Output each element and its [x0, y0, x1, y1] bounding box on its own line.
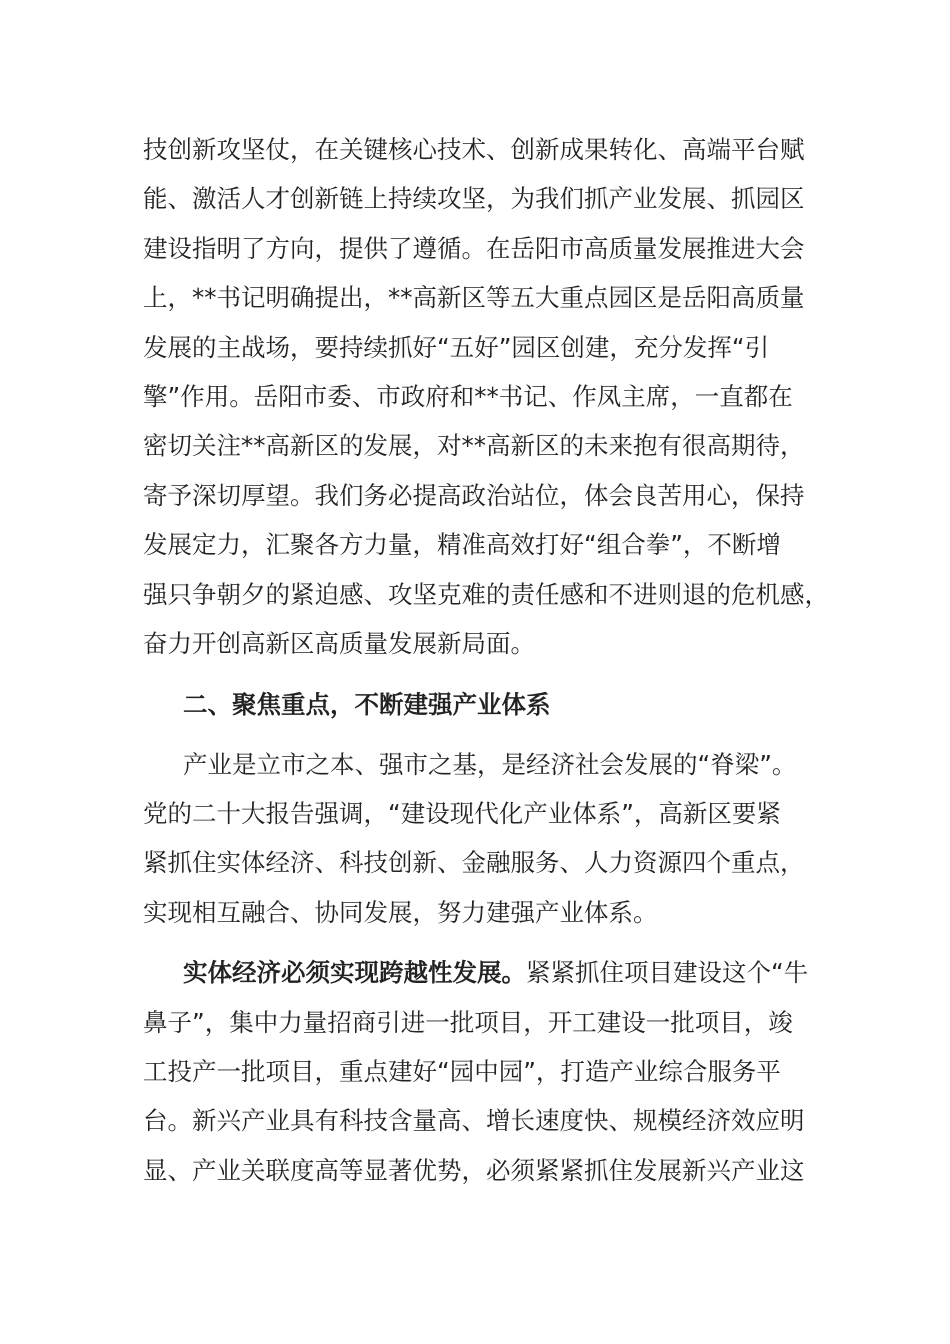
text-line: 擎”作用。岳阳市委、市政府和**书记、作凤主席，一直都在: [143, 381, 793, 411]
text-line: 紧抓住实体经济、科技创新、金融服务、人力资源四个重点，: [143, 848, 805, 878]
section-heading: [143, 680, 823, 729]
text-line: 上，**书记明确提出，**高新区等五大重点园区是岳阳高质量: [143, 283, 805, 313]
text-line: 工投产一批项目，重点建好“园中园”，打造产业综合服务平: [143, 1057, 781, 1087]
paragraph-1: [143, 125, 829, 668]
text-line: 实现相互融合、协同发展，努力建强产业体系。: [143, 897, 658, 927]
text-line: 台。新兴产业具有科技含量高、增长速度快、规模经济效应明: [143, 1106, 805, 1136]
text-line: 发展定力，汇聚各方力量，精准高效打好“组合拳”，不断增: [143, 530, 781, 560]
text-line: 奋力开创高新区高质量发展新局面。: [143, 628, 535, 658]
text-line: 强只争朝夕的紧迫感、攻坚克难的责任感和不进则退的危机感，: [143, 579, 829, 609]
text-line-rest: 紧紧抓住项目建设这个“牛: [526, 958, 809, 988]
text-line: 密切关注**高新区的发展，对**高新区的未来抱有很高期待，: [143, 431, 805, 461]
text-line: 建设指明了方向，提供了遵循。在岳阳市高质量发展推进大会: [143, 233, 805, 263]
text-line: 能、激活人才创新链上持续攻坚，为我们抓产业发展、抓园区: [143, 184, 805, 214]
text-line: 技创新攻坚仗，在关键核心技术、创新成果转化、高端平台赋: [143, 135, 805, 164]
text-line: 显、产业关联度高等显著优势，必须紧紧抓住发展新兴产业这: [143, 1155, 805, 1185]
paragraph-2: [143, 740, 823, 938]
text-line: [143, 948, 823, 997]
section-heading-text: 二、聚焦重点，不断建强产业体系: [183, 690, 551, 720]
paragraph-3: [143, 948, 823, 1195]
bold-lead-text: 实体经济必须实现跨越性发展。: [183, 958, 526, 988]
text-line: 鼻子”，集中力量招商引进一批项目，开工建设一批项目，竣: [143, 1007, 793, 1037]
text-line: 产业是立市之本、强市之基，是经济社会发展的“脊梁”。: [183, 749, 797, 779]
text-line: 发展的主战场，要持续抓好“五好”园区创建，充分发挥“引: [143, 332, 770, 362]
document-page: [143, 125, 829, 1195]
text-line: 党的二十大报告强调，“建设现代化产业体系”，高新区要紧: [143, 799, 781, 829]
text-line: 寄予深切厚望。我们务必提高政治站位，体会良苦用心，保持: [143, 480, 805, 510]
